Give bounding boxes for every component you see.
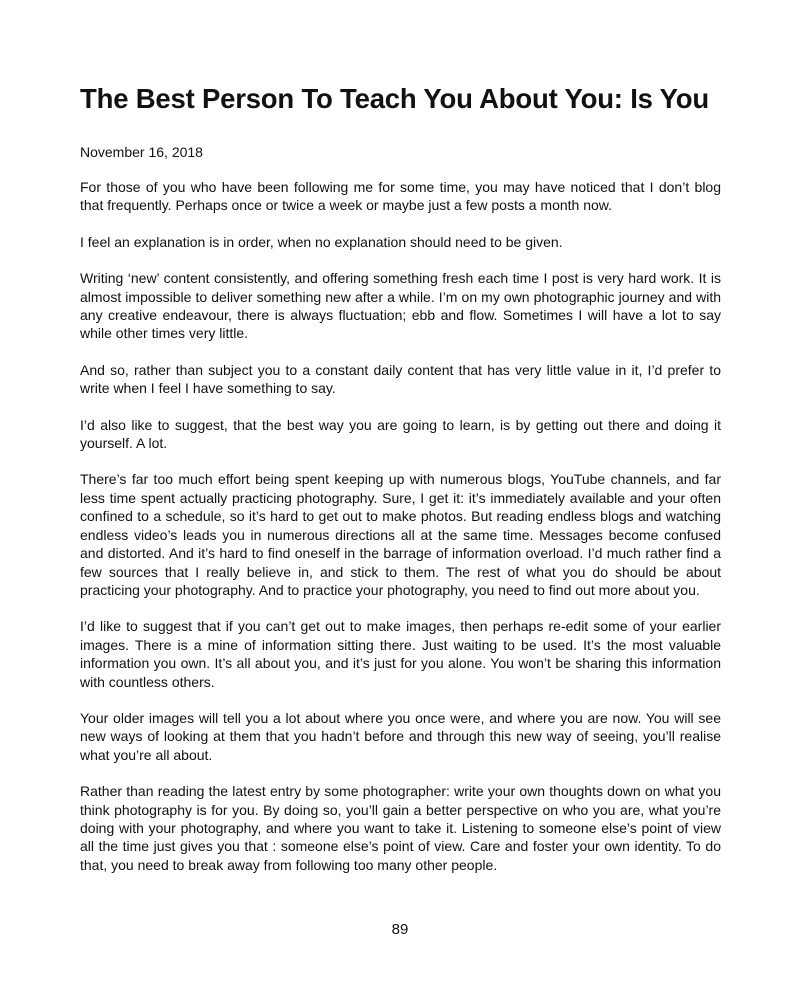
article-title: The Best Person To Teach You About You: Is You xyxy=(80,83,709,114)
article-date: November 16, 2018 xyxy=(80,144,203,160)
paragraph-8: Your older images will tell you a lot about where you once were, and where you are now. You will see new ways of looking at them that you hadn’t before and through this new way of seeing, you’ll realise what you’re all about. xyxy=(80,709,721,763)
paragraph-4: And so, rather than subject you to a constant daily content that has very little value in it, I’d prefer to write when I feel I have something to say. xyxy=(80,361,721,397)
paragraph-5: I’d also like to suggest, that the best way you are going to learn, is by getting out there and doing it yourself. A lot. xyxy=(80,416,721,452)
paragraph-3: Writing ‘new’ content consistently, and offering something fresh each time I post is very hard work. It is almost impossible to deliver something new after a while. I’m on my own photographic journey and with any creative endeavour, there is always fluctuation; ebb and flow. Sometimes I will have a lot to say while other times very little. xyxy=(80,270,721,342)
article xyxy=(80,82,721,892)
paragraph-7: I’d like to suggest that if you can’t get out to make images, then perhaps re-edit some of your earlier images. There is a mine of information sitting there. Just waiting to be used. It’s the most valuable information you own. It’s all about you, and it’s just for you alone. You won’t be sharing this information with countless others. xyxy=(80,618,721,690)
paragraph-2: I feel an explanation is in order, when no explanation should need to be given. xyxy=(80,233,563,250)
page-number: 89 xyxy=(391,921,409,938)
paragraph-6: There’s far too much effort being spent keeping up with numerous blogs, YouTube channels, and far less time spent actually practicing photography. Sure, I get it: it’s immediately available and your often confined to a schedule, so it’s hard to get out to make photos. But reading endless blogs and watching endless video’s leads you in numerous directions all at the same time. Messages become confused and distorted. And it’s hard to find oneself in the barrage of information overload. I’d much rather find a few sources that I really believe in, and stick to them. The rest of what you do should be about practicing your photography. And to practice your photography, you need to find out more about you. xyxy=(80,471,721,598)
paragraph-9: Rather than reading the latest entry by some photographer: write your own thoughts down on what you think photography is for you. By doing so, you’ll gain a better perspective on who you are, what you’re doing with your photography, and where you want to take it. Listening to someone else’s point of view all the time just gives you that : someone else’s point of view. Care and foster your own identity. To do that, you need to break away from following too many other people. xyxy=(80,783,721,873)
paragraph-1: For those of you who have been following me for some time, you may have noticed that I don’t blog that frequently. Perhaps once or twice a week or maybe just a few posts a month now. xyxy=(80,179,721,214)
